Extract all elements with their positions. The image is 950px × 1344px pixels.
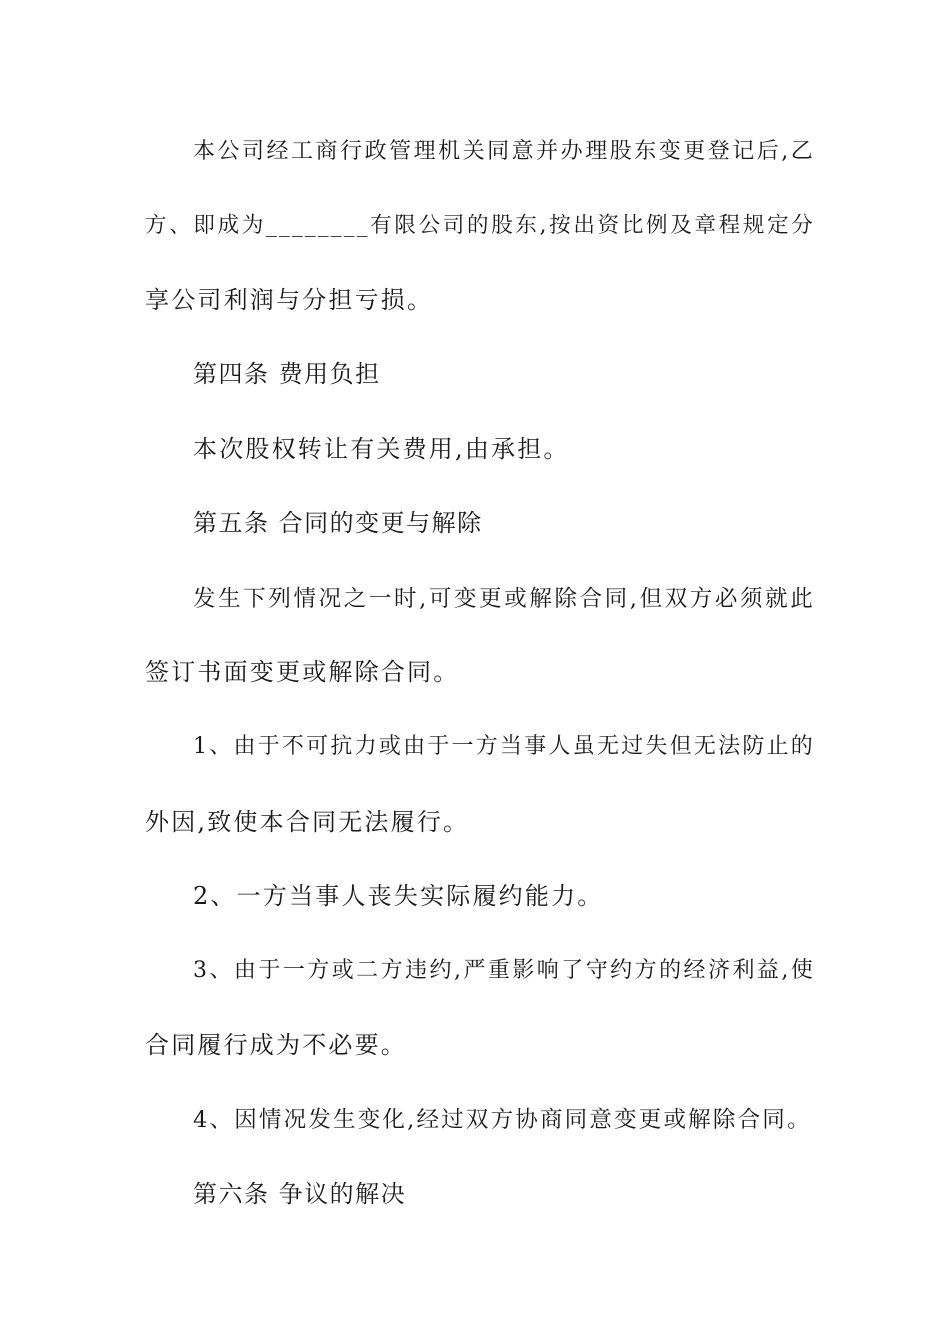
list-item-line: 外因,致使本合同无法履行。 [145, 808, 470, 836]
paragraph-line: 本公司经工商行政管理机关同意并办理股东变更登记后,乙 [193, 139, 815, 164]
list-item-line: 合同履行成为不必要。 [145, 1031, 407, 1059]
section-heading: 第四条 费用负担 [193, 360, 381, 388]
list-item-line: 1、由于不可抗力或由于一方当事人虽无过失但无法防止的 [193, 734, 815, 759]
paragraph-line: 方、即成为________有限公司的股东,按出资比例及章程规定分 [145, 213, 815, 238]
section-heading: 第六条 争议的解决 [193, 1180, 407, 1208]
paragraph-line: 发生下列情况之一时,可变更或解除合同,但双方必须就此 [193, 586, 815, 612]
section-heading: 第五条 合同的变更与解除 [193, 509, 483, 537]
list-item-line: 2、一方当事人丧失实际履约能力。 [193, 882, 604, 910]
paragraph-line: 本次股权转让有关费用,由承担。 [193, 435, 570, 463]
paragraph-line: 签订书面变更或解除合同。 [145, 658, 460, 686]
paragraph-line: 享公司利润与分担亏损。 [145, 286, 434, 314]
list-item-line: 3、由于一方或二方违约,严重影响了守约方的经济利益,使 [193, 958, 815, 983]
list-item-line: 4、因情况发生变化,经过双方协商同意变更或解除合同。 [193, 1107, 812, 1133]
